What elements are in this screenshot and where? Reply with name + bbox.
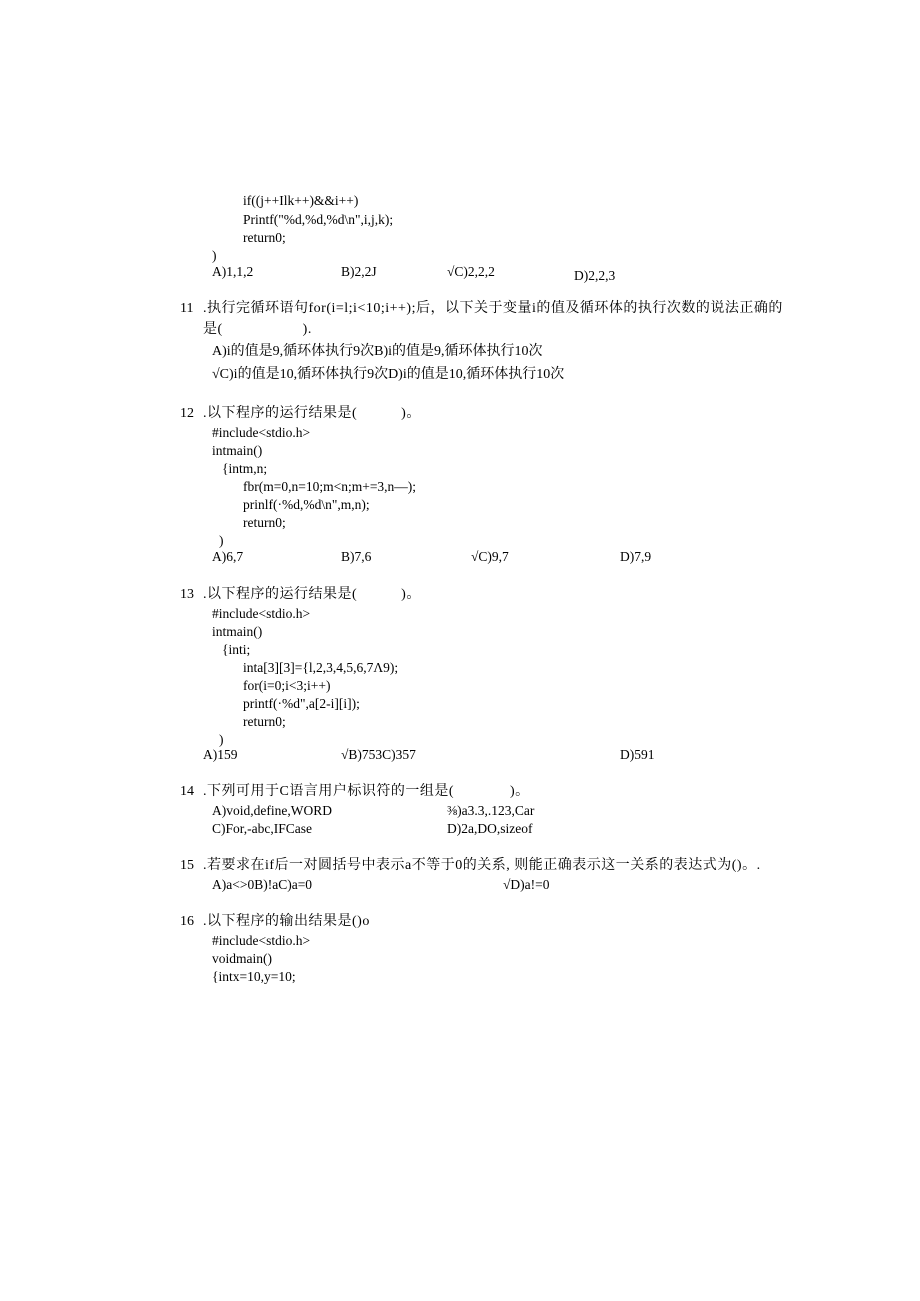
question-stem: .执行完循环语句for(i=l;i<10;i++);后，以下关于变量i的值及循环体的执行次数的说法正确的: [203, 301, 783, 316]
option-c: √C)9,7: [471, 549, 509, 564]
code-line: return0;: [243, 230, 286, 245]
code-line: #include<stdio.h>: [212, 933, 311, 948]
code-line: fbr(m=0,n=10;m<n;m+=3,n—);: [243, 479, 417, 494]
code-line: {intx=10,y=10;: [212, 969, 296, 984]
question-stem: .下列可用于C语言用户标识符的一组是( )。: [203, 784, 530, 799]
code-line: ): [219, 732, 224, 747]
question-stem: .以下程序的输出结果是()o: [203, 914, 370, 929]
option-d: D)2,2,3: [574, 268, 616, 283]
code-line: #include<stdio.h>: [212, 425, 311, 440]
code-line: return0;: [243, 714, 286, 729]
option-line: √C)i的值是10,循环体执行9次D)i的值是10,循环体执行10次: [212, 367, 565, 382]
option-line: A)i的值是9,循环体执行9次B)i的值是9,循环体执行10次: [212, 344, 543, 359]
option-a: A)6,7: [212, 549, 244, 564]
code-line: intmain(): [212, 624, 263, 639]
code-line: ): [212, 248, 217, 263]
code-line: voidmain(): [212, 951, 272, 966]
question-stem-continued: 是( ).: [203, 322, 312, 337]
question-stem: .以下程序的运行结果是( )。: [203, 587, 421, 602]
code-line: intmain(): [212, 443, 263, 458]
option-c: C)For,-abc,IFCase: [212, 821, 312, 836]
code-line: if((j++Ilk++)&&i++): [243, 193, 359, 208]
question-number: 11: [180, 301, 194, 316]
option-b-c: √B)753C)357: [341, 747, 416, 762]
question-stem: .若要求在if后一对圆括号中表示a不等于0的关系, 则能正确表示这一关系的表达式为()。.: [203, 858, 761, 873]
code-line: printf(·%d",a[2-i][i]);: [243, 696, 360, 711]
code-line: ): [219, 533, 224, 548]
question-number: 15: [180, 858, 194, 873]
question-number: 13: [180, 587, 194, 602]
code-line: for(i=0;i<3;i++): [243, 678, 331, 693]
code-line: {intm,n;: [222, 461, 268, 476]
question-number: 12: [180, 406, 194, 421]
option-a: A)159: [203, 747, 238, 762]
option-b: B)7,6: [341, 549, 372, 564]
code-line: inta[3][3]={l,2,3,4,5,6,7Λ9);: [243, 660, 399, 675]
option-d: D)2a,DO,sizeof: [447, 821, 533, 836]
option-c: √C)2,2,2: [447, 264, 495, 279]
question-number: 14: [180, 784, 194, 799]
code-line: {inti;: [222, 642, 251, 657]
question-number: 16: [180, 914, 194, 929]
question-stem: .以下程序的运行结果是( )。: [203, 406, 421, 421]
code-line: prinlf(·%d,%d\n",m,n);: [243, 497, 370, 512]
code-line: return0;: [243, 515, 286, 530]
code-line: Printf("%d,%d,%d\n",i,j,k);: [243, 212, 394, 227]
option-d: D)591: [620, 747, 655, 762]
option-b: B)2,2J: [341, 264, 377, 279]
option-a: A)1,1,2: [212, 264, 254, 279]
option-a-b-c: A)a<>0B)!aC)a=0: [212, 877, 313, 892]
option-b: ⅜)a3.3,.123,Car: [447, 803, 535, 818]
option-a: A)void,define,WORD: [212, 803, 332, 818]
code-line: #include<stdio.h>: [212, 606, 311, 621]
option-d: √D)a!=0: [503, 877, 550, 892]
option-d: D)7,9: [620, 549, 652, 564]
